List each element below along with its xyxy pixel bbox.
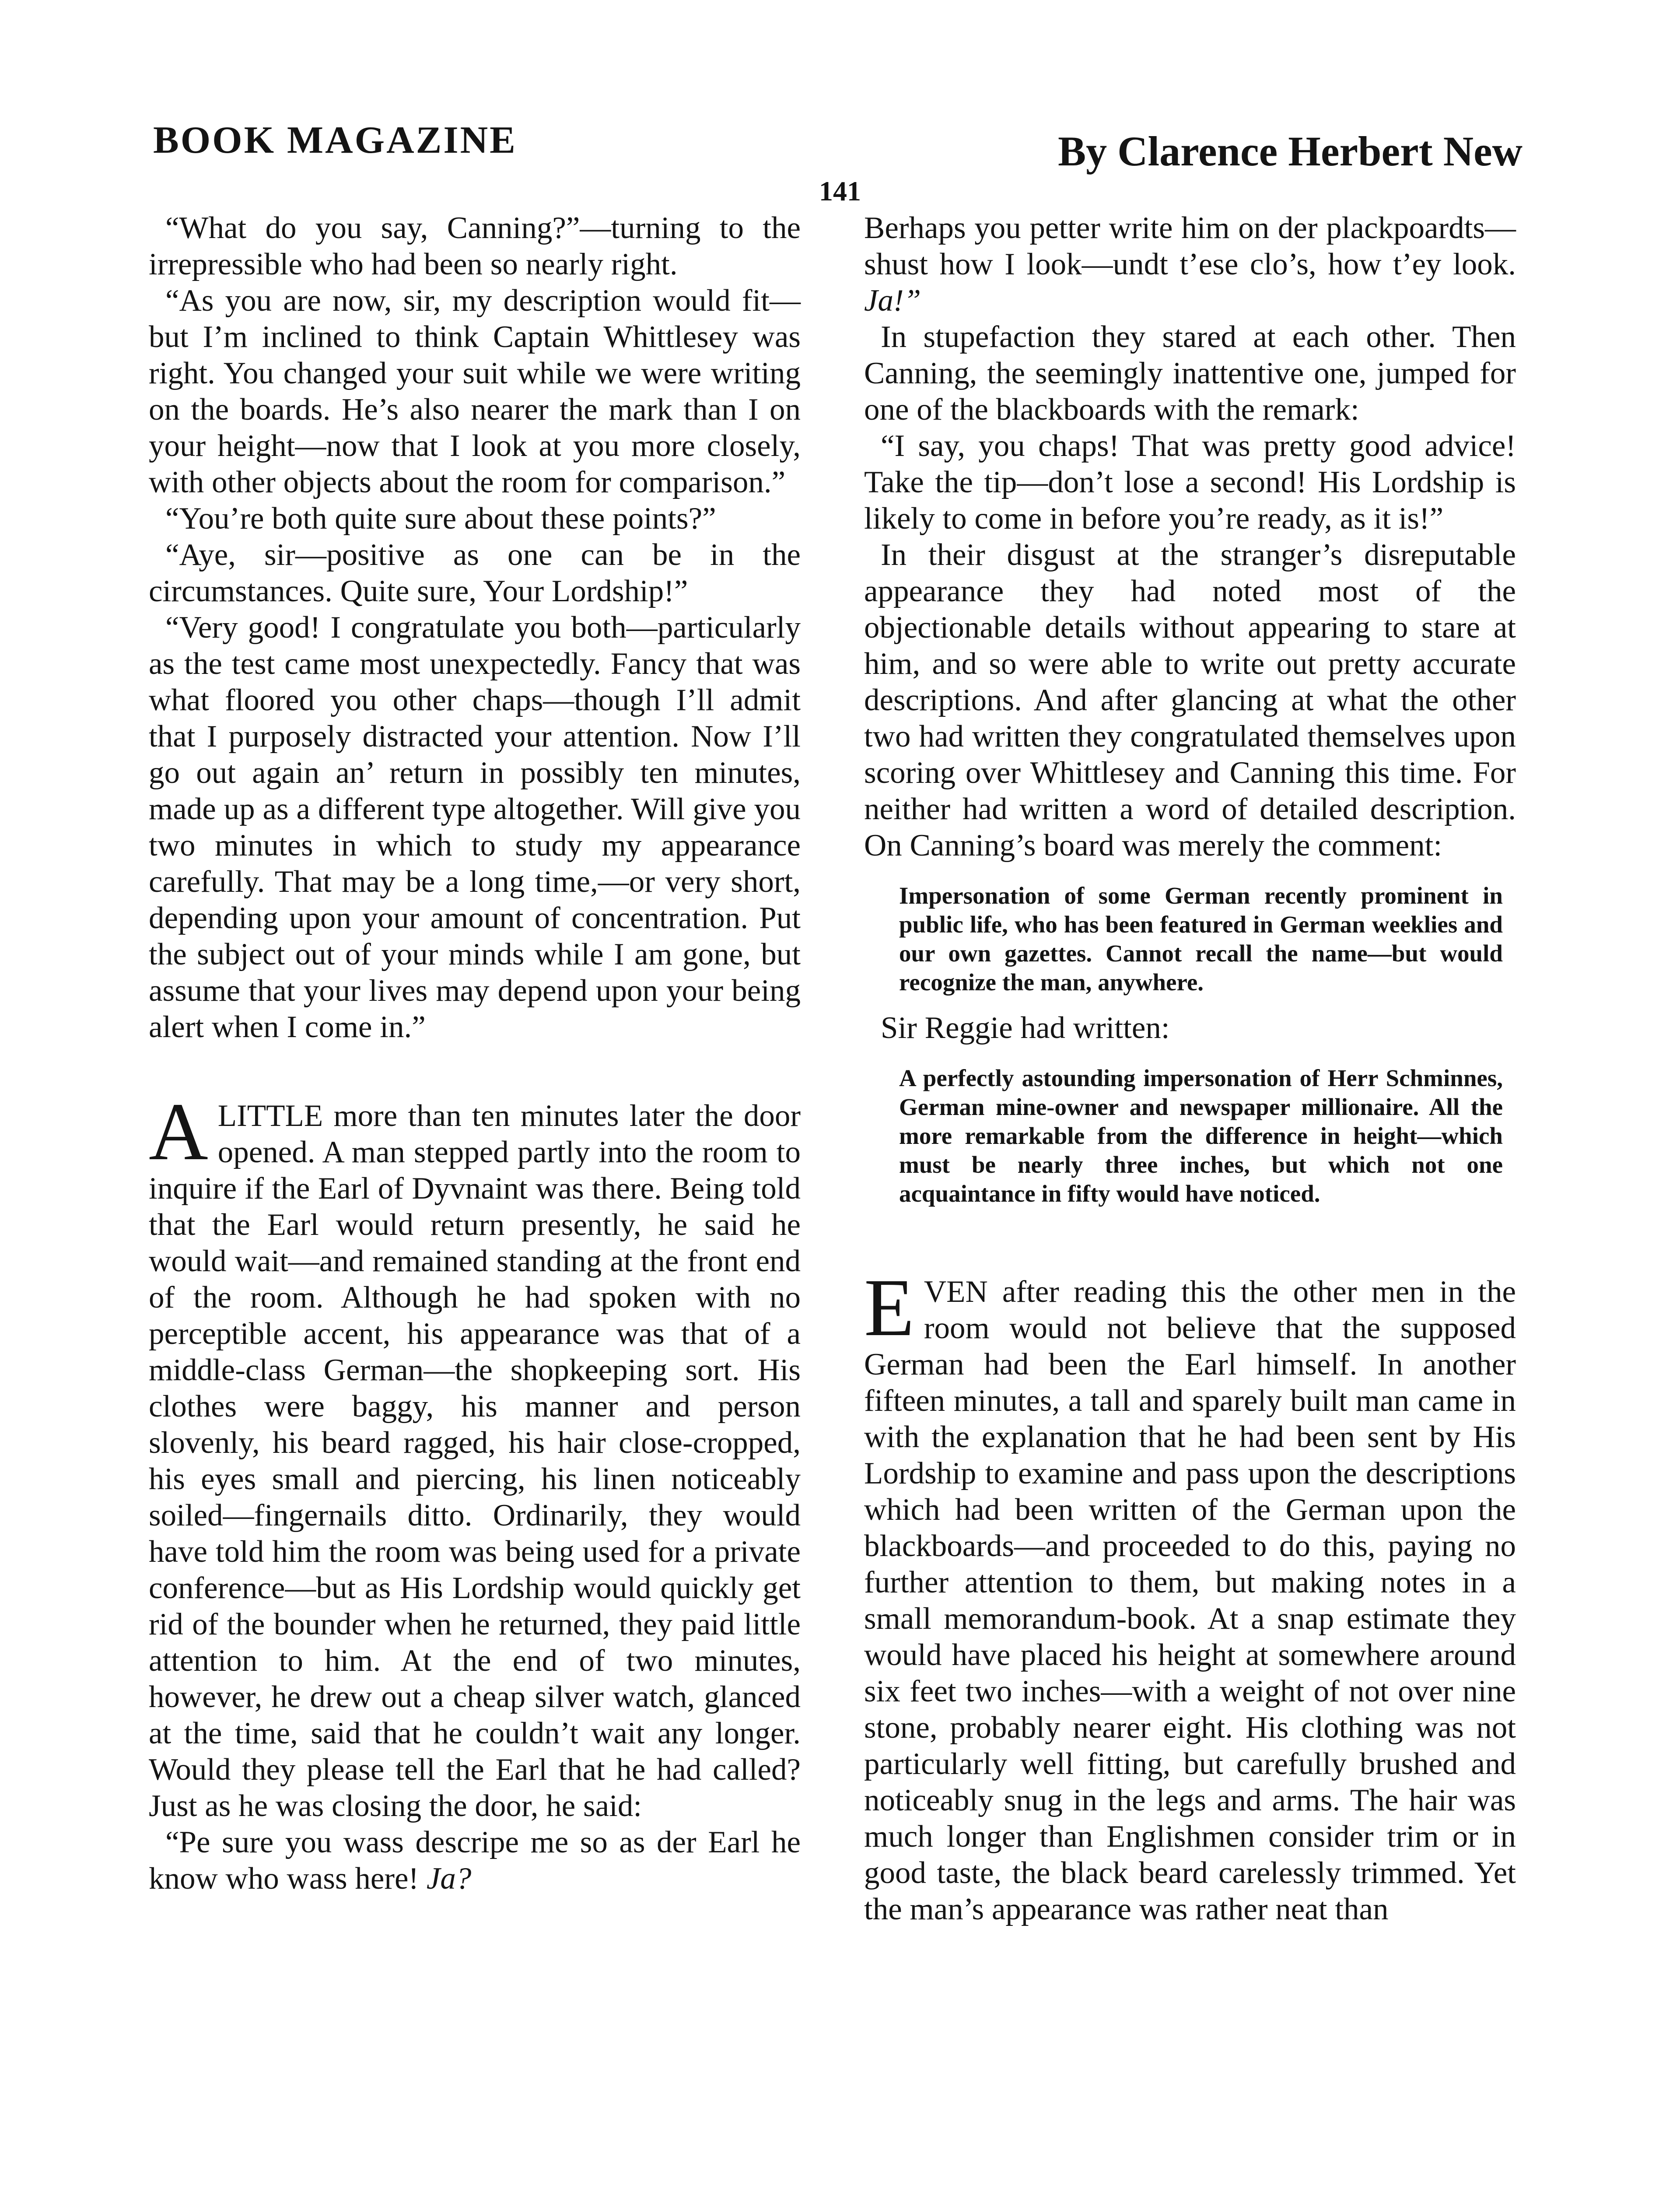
paragraph: “As you are now, sir, my description would fit—but I’m inclined to think Captain Whittlesey was right. You changed your suit while we were writing on the boards. He’s also nearer the mark than I on your height—now that I look at you more closely, with other objects about the room for comparison.” bbox=[149, 284, 801, 499]
dialogue-text: “Pe sure you wass descripe me so as der Earl he know who wass here! bbox=[149, 1825, 801, 1896]
drop-cap: A bbox=[149, 1086, 208, 1177]
section-paragraph bbox=[149, 1086, 801, 1824]
paragraph: “I say, you chaps! That was pretty good advice! Take the tip—don’t lose a second! His Lordship is likely to come in before you’re ready, as it is!” bbox=[864, 429, 1516, 536]
subhead: Sir Reggie had written: bbox=[881, 1011, 1170, 1045]
italic-word: Ja? bbox=[426, 1862, 472, 1896]
paragraph: “Very good! I congratulate you both—particularly as the test came most unexpectedly. Fancy that was what floored you other chaps—though I’ll admit that I purposely distracted your attention. Now I’ll go out again an’ return in possibly ten minutes, made up as a different type altogether. Will give you two minutes in which to study my appearance carefully. That may be a long time,—or very short, depending upon your amount of concentration. Put the subject out of your minds while I am gone, but assume that your lives may depend upon your being alert when I come in.” bbox=[149, 610, 801, 1044]
paragraph bbox=[149, 1824, 801, 1897]
section-paragraph bbox=[864, 1262, 1516, 1928]
paragraph: In stupefaction they stared at each other. Then Canning, the seemingly inattentive one, jumped for one of the blackboards with the remark: bbox=[864, 320, 1516, 427]
paragraph: “You’re both quite sure about these points?” bbox=[165, 501, 716, 536]
section-text: LITTLE more than ten minutes later the door opened. A man stepped partly into the room to inquire if the Earl of Dyvnaint was there. Being told that the Earl would return presently, he said he would wait—and remained standing at the front end of the room. Although he had spoken with no perceptible accent, his appearance was that of a middle-class German—the shopkeeping sort. His clothes were baggy, his manner and person slovenly, his beard ragged, his hair close-cropped, his eyes small and piercing, his linen noticeably soiled—fingernails ditto. Ordinarily, they would have told him the room was being used for a private conference—but as His Lordship would quickly get rid of the bounder when he returned, they paid little attention to him. At the end of two minutes, however, he drew out a cheap silver watch, glanced at the time, said that he couldn’t wait any longer. Would they please tell the Earl that he had called? Just as he was closing the door, he said: bbox=[149, 1099, 801, 1823]
reggie-board-quote: A perfectly astounding impersonation of Herr Schminnes, German mine-owner and newspaper millionaire. All the more remarkable from the difference in height—which must be nearly three inches, but which not one acquaintance in fifty would have noticed. bbox=[899, 1065, 1503, 1207]
drop-cap: E bbox=[864, 1262, 914, 1353]
canning-board-quote: Impersonation of some German recently prominent in public life, who has been featured in German weeklies and our own gazettes. Cannot recall the name—but would recognize the man, anywhere. bbox=[899, 882, 1503, 996]
paragraph: “What do you say, Canning?”—turning to the irrepressible who had been so nearly right. bbox=[149, 211, 801, 281]
section-text: VEN after reading this the other men in the room would not believe that the supposed German had been the Earl himself. In another fifteen minutes, a tall and sparely built man came in with the explanation that he had been sent by His Lordship to examine and pass upon the descriptions which had been written of the German upon the blackboards—and proceeded to do this, paying no further attention to them, but making notes in a small memorandum-book. At a snap estimate they would have placed his height at somewhere around six feet two inches—with a weight of not over nine stone, probably nearer eight. His clothing was not particularly well fitting, but carefully brushed and noticeably snug in the legs and arms. The hair was much longer than Englishmen consider trim or in good taste, the black beard carelessly trimmed. Yet the man’s appearance was rather neat than bbox=[864, 1275, 1516, 1926]
magazine-title: BOOK MAGAZINE bbox=[153, 119, 517, 161]
paragraph: “Aye, sir—positive as one can be in the circumstances. Quite sure, Your Lordship!” bbox=[149, 538, 801, 608]
right-column bbox=[864, 210, 1516, 1928]
italic-word: Ja!” bbox=[864, 284, 921, 318]
left-column bbox=[149, 210, 801, 1897]
page-number: 141 bbox=[819, 175, 861, 207]
dialogue-text: Berhaps you petter write him on der plackpoardts—shust how I look—undt t’ese clo’s, how t’ey look. bbox=[864, 211, 1516, 281]
author-byline: By Clarence Herbert New bbox=[1058, 128, 1522, 175]
paragraph bbox=[864, 210, 1516, 319]
paragraph: In their disgust at the stranger’s disreputable appearance they had noted most of the objectionable details without appearing to stare at him, and so were able to write out pretty accurate descriptions. And after glancing at what the other two had written they congratulated themselves upon scoring over Whittlesey and Canning this time. For neither had written a word of detailed description. On Canning’s board was merely the comment: bbox=[864, 538, 1516, 863]
